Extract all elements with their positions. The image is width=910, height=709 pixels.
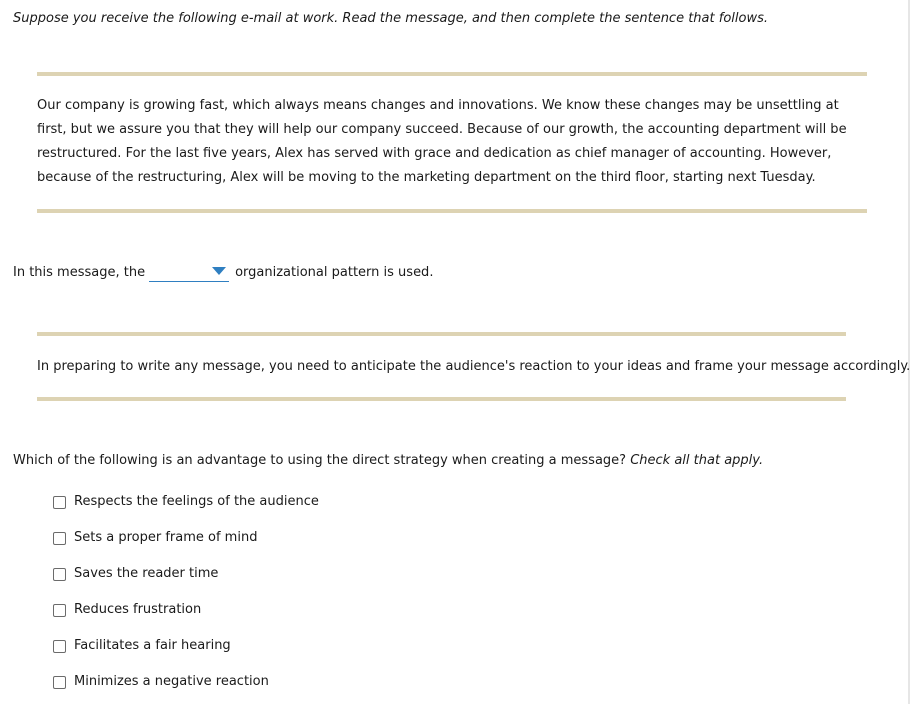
option-label: Sets a proper frame of mind (74, 530, 258, 545)
email-top-rule (37, 72, 867, 76)
option-reduces-frustration[interactable] (53, 601, 319, 619)
answer-options (53, 493, 319, 709)
option-minimizes-negative[interactable] (53, 673, 319, 691)
fill-in-sentence (13, 264, 433, 282)
option-saves-time[interactable] (53, 565, 319, 583)
option-proper-frame[interactable] (53, 529, 319, 547)
tip-top-rule (37, 332, 846, 336)
checkbox[interactable] (53, 532, 66, 545)
checkbox[interactable] (53, 604, 66, 617)
checkbox[interactable] (53, 640, 66, 653)
tip-text: In preparing to write any message, you need to anticipate the audience's reaction to your ideas and frame your message accordingly. (37, 359, 910, 374)
checkbox[interactable] (53, 676, 66, 689)
option-fair-hearing[interactable] (53, 637, 319, 655)
option-label: Reduces frustration (74, 602, 202, 617)
question-emphasis: Check all that apply. (630, 453, 764, 468)
option-label: Respects the feelings of the audience (74, 494, 319, 509)
option-respects-feelings[interactable] (53, 493, 319, 511)
email-body-text: Our company is growing fast, which always means changes and innovations. We know these changes may be unsettling at first, but we assure you that they will help our company succeed. Because of our growth, the accounting department will be restructured. For the last five years, Alex has served with grace and dedication as chief manager of accounting. However, because of the restructuring, Alex will be moving to the marketing department on the third floor, starting next Tuesday. (37, 98, 847, 185)
option-label: Saves the reader time (74, 566, 219, 581)
caret-down-icon (212, 267, 226, 275)
sentence-after: organizational pattern is used. (235, 265, 434, 280)
tip-bottom-rule (37, 397, 846, 401)
email-message (37, 94, 867, 190)
instructions-text: Suppose you receive the following e-mail at work. Read the message, and then complete the sentence that follows. (13, 11, 768, 26)
question-text (13, 452, 763, 470)
pattern-dropdown[interactable] (149, 264, 229, 282)
option-label: Minimizes a negative reaction (74, 674, 269, 689)
checkbox[interactable] (53, 568, 66, 581)
checkbox[interactable] (53, 496, 66, 509)
question-prompt: Which of the following is an advantage to using the direct strategy when creating a message? (13, 453, 627, 468)
option-label: Facilitates a fair hearing (74, 638, 231, 653)
sentence-before: In this message, the (13, 265, 146, 280)
email-bottom-rule (37, 209, 867, 213)
